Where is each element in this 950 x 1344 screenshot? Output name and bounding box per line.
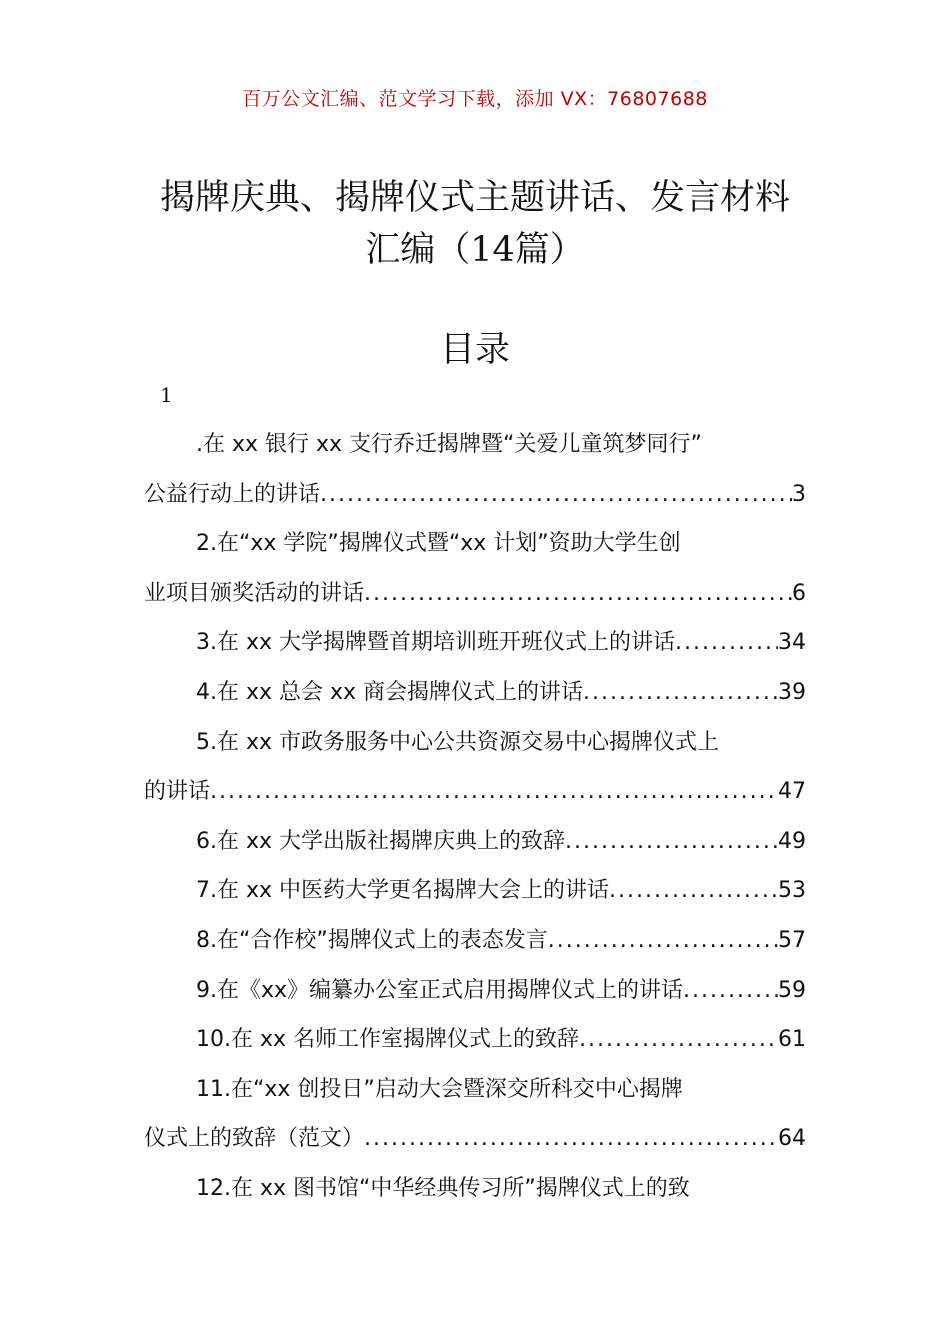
- header-promo-note: 百万公文汇编、范文学习下载，添加 VX：76807688: [242, 88, 708, 110]
- leader-dots: [609, 866, 778, 916]
- toc-entry-7[interactable]: [144, 866, 806, 916]
- toc-entry-text: 5.在 xx 市政务服务中心公共资源交易中心揭牌仪式上: [196, 729, 720, 755]
- toc-page-ref: 49: [778, 828, 806, 854]
- toc-entry-text: 2.在“xx 学院”揭牌仪式暨“xx 计划”资助大学生创: [196, 531, 681, 557]
- toc-page-ref: 34: [778, 630, 806, 656]
- toc-entry-text: 9.在《xx》编纂办公室正式启用揭牌仪式上的讲话: [196, 977, 684, 1003]
- toc-entry-text: 公益行动上的讲话: [144, 481, 321, 507]
- toc-page-ref: 61: [778, 1027, 806, 1053]
- toc-page-ref: 53: [778, 878, 806, 904]
- toc-entry-2-line-1[interactable]: [144, 519, 806, 569]
- leader-dots: [675, 618, 778, 668]
- leader-dots: [364, 569, 792, 619]
- toc-entry-5-line-1[interactable]: [144, 718, 806, 768]
- toc-entry-text: 7.在 xx 中医药大学更名揭牌大会上的讲话: [196, 878, 610, 904]
- leader-dots: [683, 966, 778, 1016]
- toc-entry-text: 11.在“xx 创投日”启动大会暨深交所科交中心揭牌: [196, 1076, 683, 1102]
- toc-page-ref: 64: [778, 1126, 806, 1152]
- toc-entry-6[interactable]: [144, 817, 806, 867]
- title-line-2: [0, 224, 950, 276]
- title-line-2-pre: 汇编（: [365, 230, 471, 270]
- toc-entry-11-line-2[interactable]: [144, 1114, 806, 1164]
- title-line-1: 揭牌庆典、揭牌仪式主题讲话、发言材料: [159, 178, 790, 218]
- toc-entry-text: 4.在 xx 总会 xx 商会揭牌仪式上的讲话: [196, 679, 584, 705]
- toc-entry-text: 12.在 xx 图书馆“中华经典传习所”揭牌仪式上的致: [196, 1175, 690, 1201]
- toc-page-ref: 57: [778, 927, 806, 953]
- page-number: 1: [160, 383, 173, 407]
- toc-entry-10[interactable]: [144, 1015, 806, 1065]
- toc-entry-2-line-2[interactable]: [144, 569, 806, 619]
- toc-entry-12-line-1[interactable]: [144, 1164, 806, 1214]
- leader-dots: [210, 767, 778, 817]
- toc-entry-text: .在 xx 银行 xx 支行乔迁揭牌暨“关爱儿童筑梦同行”: [196, 432, 702, 457]
- toc-page-ref: 3: [792, 481, 806, 507]
- title-line-2-post: 篇）: [514, 230, 585, 270]
- toc-page-ref: 39: [778, 679, 806, 705]
- toc-page-ref: 6: [792, 580, 806, 606]
- toc-entry-8[interactable]: [144, 916, 806, 966]
- toc-page-ref: 59: [778, 977, 806, 1003]
- toc-entry-text: 的讲话: [144, 779, 211, 805]
- toc-entry-text: 3.在 xx 大学揭牌暨首期培训班开班仪式上的讲话: [196, 630, 676, 656]
- toc-entry-text: 6.在 xx 大学出版社揭牌庆典上的致辞: [196, 828, 566, 854]
- toc-entry-3[interactable]: [144, 618, 806, 668]
- leader-dots: [548, 916, 778, 966]
- toc-entry-text: 仪式上的致辞（范文）: [144, 1126, 365, 1152]
- leader-dots: [364, 1114, 778, 1164]
- toc-heading: 目录: [439, 330, 510, 370]
- toc-entry-4[interactable]: [144, 668, 806, 718]
- title-count: 14: [470, 230, 515, 270]
- toc-entry-1-line-2[interactable]: [144, 470, 806, 520]
- toc-entry-11-line-1[interactable]: [144, 1065, 806, 1115]
- toc-entry-text: 业项目颁奖活动的讲话: [144, 580, 365, 606]
- toc-entry-1-line-1[interactable]: [144, 420, 806, 470]
- leader-dots: [579, 1015, 778, 1065]
- leader-dots: [565, 817, 778, 867]
- table-of-contents: [144, 420, 806, 1214]
- leader-dots: [320, 470, 792, 520]
- toc-entry-9[interactable]: [144, 966, 806, 1016]
- leader-dots: [583, 668, 778, 718]
- toc-page-ref: 47: [778, 779, 806, 805]
- toc-entry-5-line-2[interactable]: [144, 767, 806, 817]
- toc-entry-text: 8.在“合作校”揭牌仪式上的表态发言: [196, 927, 548, 953]
- toc-entry-text: 10.在 xx 名师工作室揭牌仪式上的致辞: [196, 1027, 580, 1053]
- document-title: [0, 172, 950, 276]
